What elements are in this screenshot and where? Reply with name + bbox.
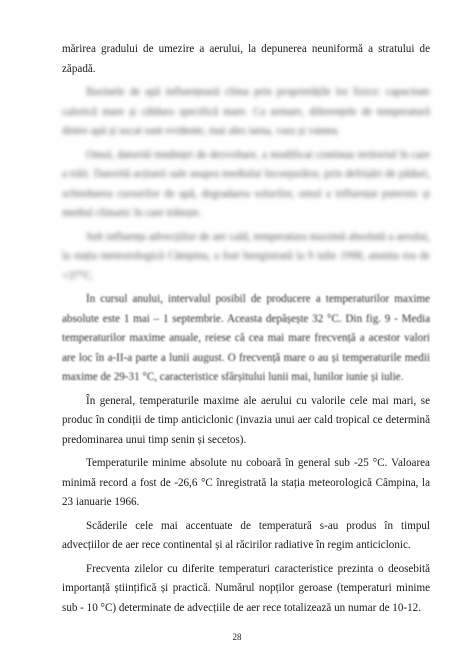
text-column xyxy=(62,40,430,618)
paragraph-5: În cursul anului, intervalul posibil de producere a temperaturilor maxime absolute este 1 mai – 1 septembrie. Aceasta depășește 32 °C. Din fig. 9 - Media temperaturilor maxime anuale, reiese că cea mai mare frecvență a acestor valori are loc în a-II-a parte a lunii august. O frecvență mare o au și temperaturile medii maxime de 29-31 °C, caracteristice sfârșitului lunii mai, lunilor iunie și iulie. xyxy=(62,293,430,383)
paragraph-9: Frecventa zilelor cu diferite temperaturi caracteristice prezinta o deosebită importanță științifică și practică. Numărul nopților geroase (temperaturi minime sub - 10 °C) determinate de advecțiile de aer rece totalizează un numar de 10-12. xyxy=(62,562,430,614)
page-number: 28 xyxy=(232,632,242,642)
paragraph-2-blurred: Bazinele de apă influențează clima prin proprietățile lor fizice: capacitate calorică mare și căldura specifică mare. Ca urmare, diferențele de temperatură dintre apă și uscat sunt evidente, mai ales iarna, vara și vamea. xyxy=(62,86,430,137)
paragraph-7: Temperaturile minime absolute nu coboară în general sub -25 °C. Valoarea minimă record a fost de -26,6 °C înregistrată la stația meteorologică Câmpina, la 23 ianuarie 1966. xyxy=(62,457,430,508)
paragraph-4-blurred: Sub influența advecțiilor de aer cald, temperatura maximă absolută a aerului, la stația meteorologică Câmpina, a fost înregistrată la 9 iulie 1998, atunita era de +37°C. xyxy=(62,230,430,282)
paragraph-8: Scăderile cele mai accentuate de temperatură s-au produs în timpul advecțiilor de aer rece continental și al răcirilor radiative în regim anticiclonic. xyxy=(62,519,430,551)
paragraph-6: În general, temperaturile maxime ale aerului cu valorile cele mai mari, se produc în condiții de timp anticiclonic (invazia unui aer cald tropical ce determină predominarea unui timp senin și secetos). xyxy=(62,394,430,446)
paragraph-3-blurred: Omul, datorită tendinței de dezvoltare, a modificat continuu teritoriul în care a trăit. Datorită acțiunii sale asupra mediului înconjurător, prin defrișări de păduri, schimbarea cursurilor de apă, degradarea solurilor, omul a influențat puternic și mediul climatic în care trăiește. xyxy=(62,148,430,219)
paragraph-1: mărirea gradului de umezire a aerului, la depunerea neuniformă a stratului de zăpadă. xyxy=(62,43,430,75)
